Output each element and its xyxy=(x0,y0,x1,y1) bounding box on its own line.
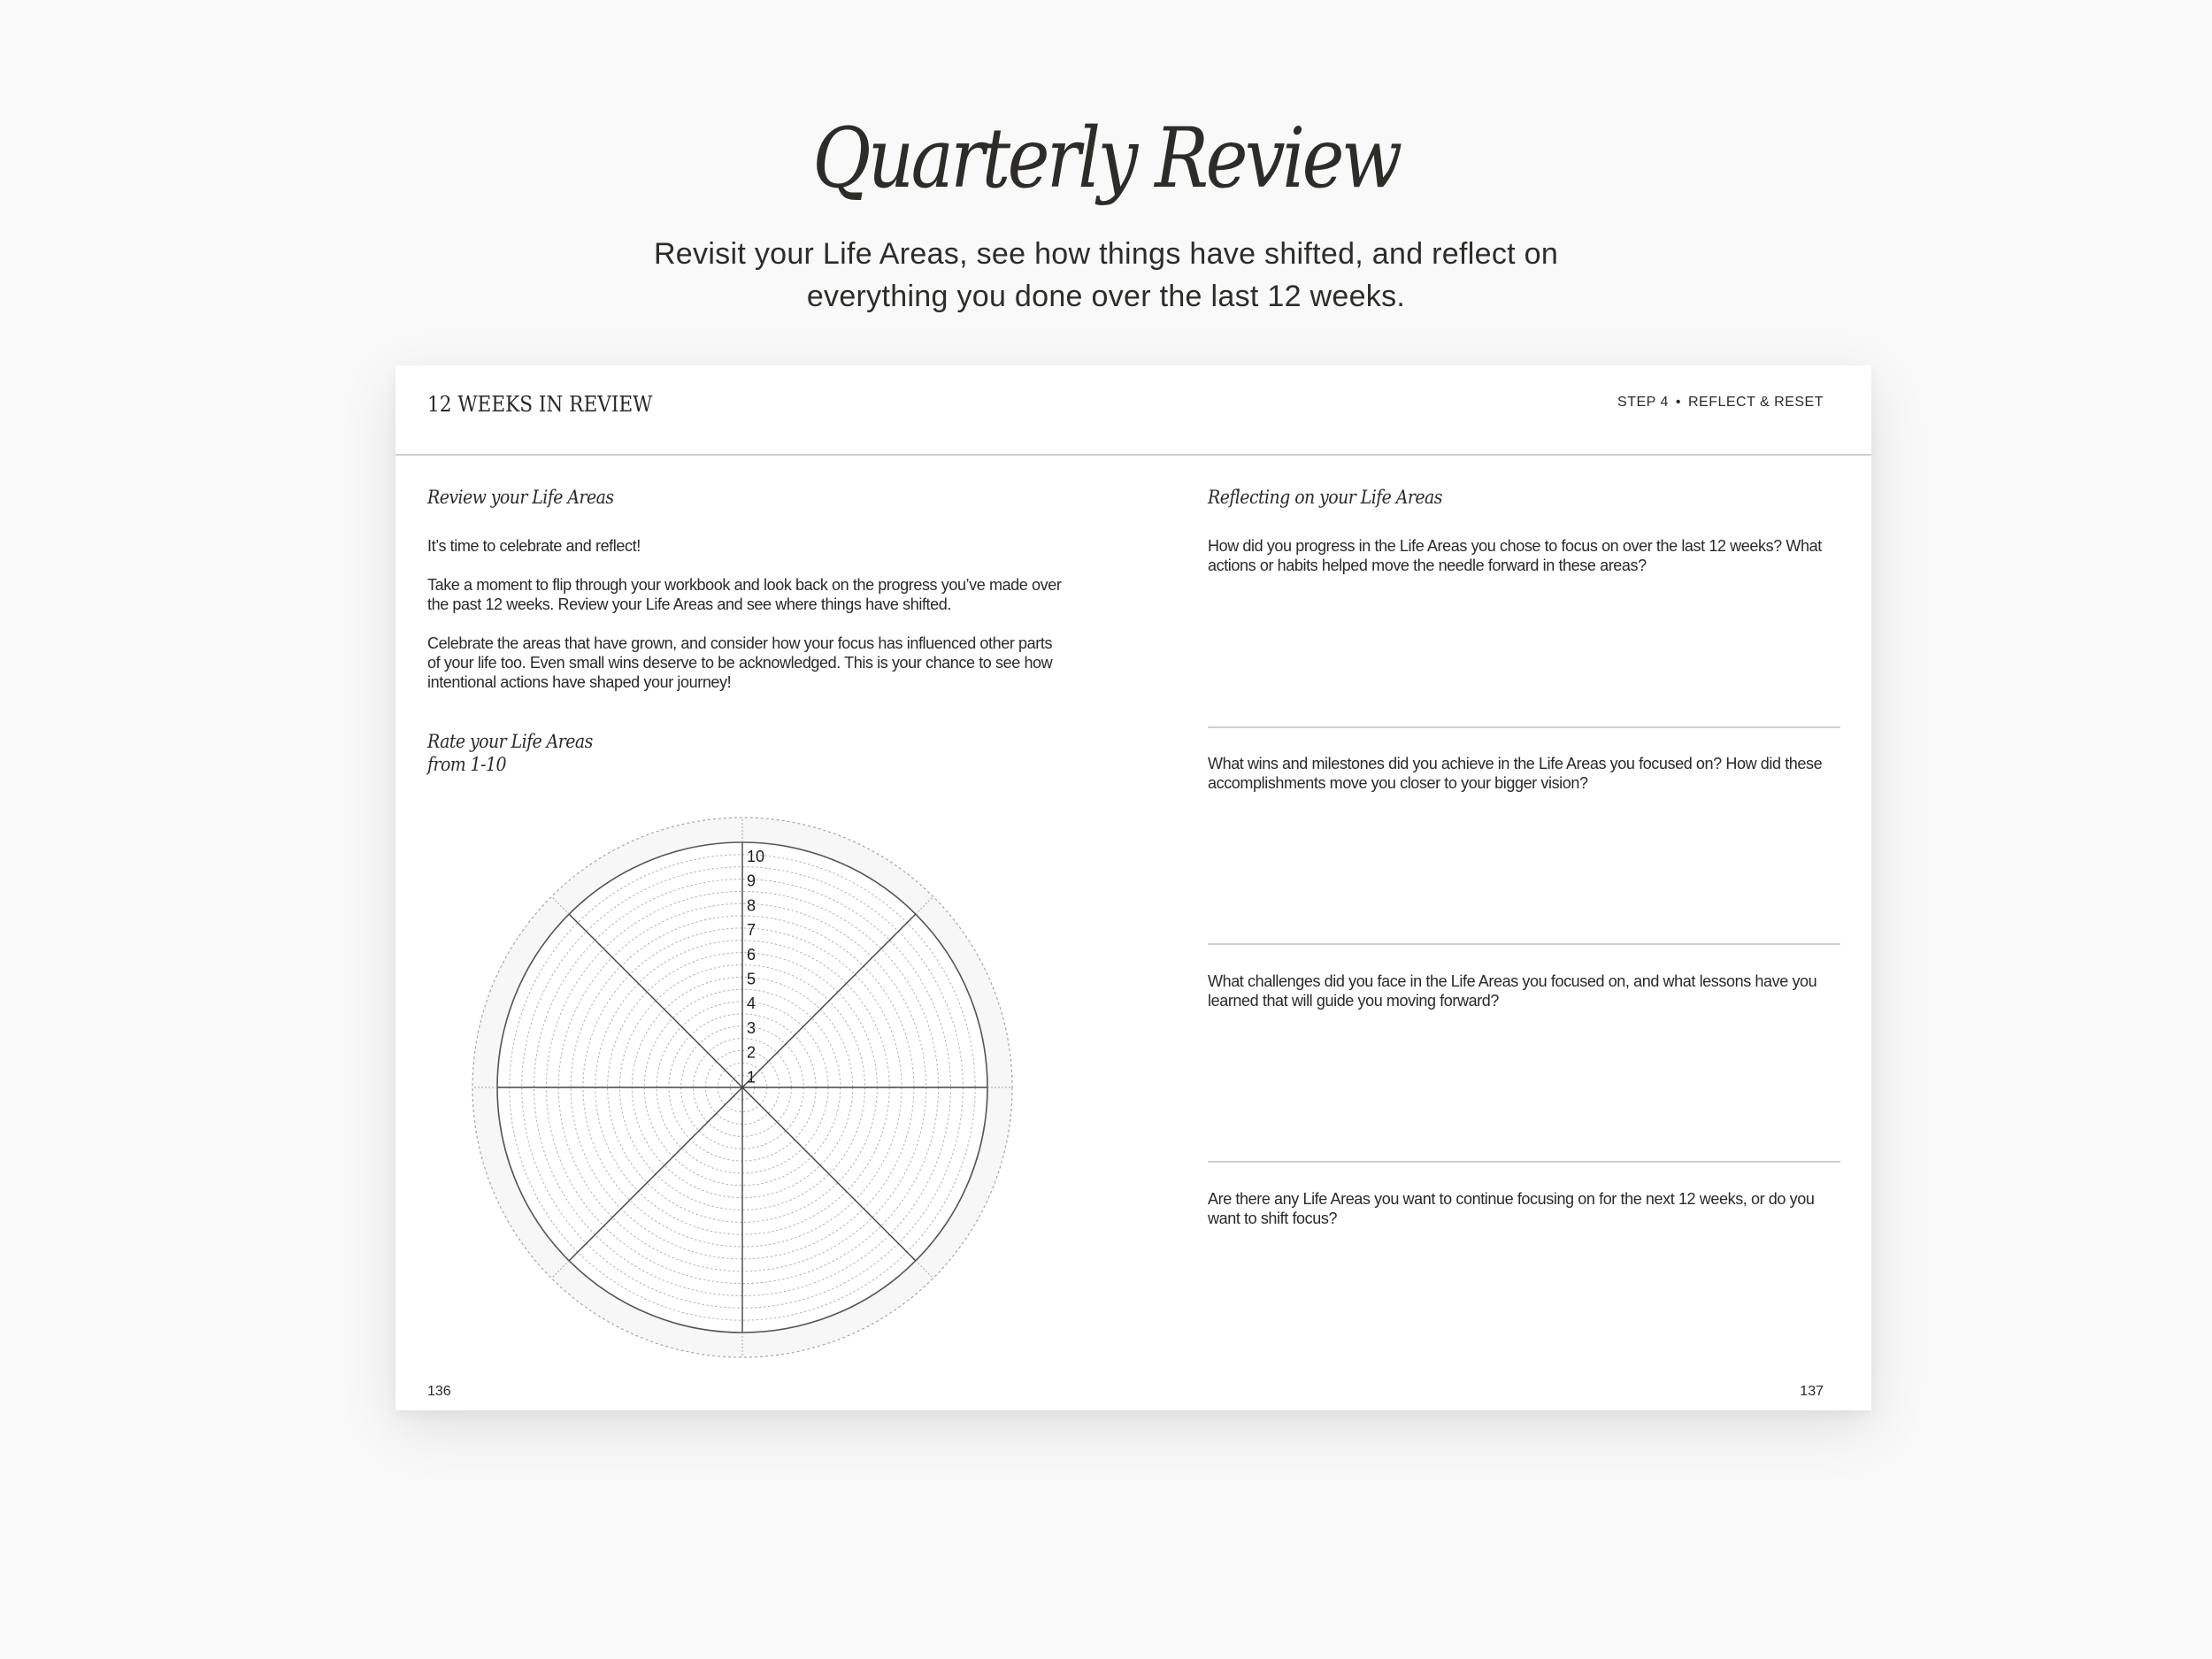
wheel-scale-label: 10 xyxy=(747,848,765,865)
step-separator: • xyxy=(1675,395,1681,410)
page-number-left: 136 xyxy=(427,1384,451,1399)
wheel-scale-label: 8 xyxy=(747,896,757,915)
intro-paragraph: Take a moment to flip through your workbook and look back on the progress you’ve made over the past 12 weeks. Review your Life Areas and see where things have shifted. xyxy=(427,576,1062,613)
rate-heading xyxy=(427,730,593,776)
reflection-question: Are there any Life Areas you want to continue focusing on for the next 12 weeks, or do you want to shift focus? xyxy=(1208,1190,1815,1227)
wheel-scale-label: 6 xyxy=(747,945,757,964)
answer-divider xyxy=(1208,943,1840,945)
intro-paragraph: It’s time to celebrate and reflect! xyxy=(427,537,641,555)
reflection-question: How did you progress in the Life Areas you chose to focus on over the last 12 weeks? What actions or habits helped move the needle forward in these areas? xyxy=(1208,537,1822,574)
wheel-scale-label: 2 xyxy=(747,1043,757,1062)
spread-header xyxy=(396,365,1871,456)
wheel-scale-label: 7 xyxy=(747,921,757,940)
rate-heading-line-1: Rate your Life Areas xyxy=(427,731,593,752)
wheel-scale-label: 3 xyxy=(747,1018,757,1037)
page-title: Quarterly Review xyxy=(812,111,1400,207)
page-number-right: 137 xyxy=(1800,1384,1824,1399)
review-heading: Review your Life Areas xyxy=(427,487,614,508)
rate-heading-line-2: from 1-10 xyxy=(427,754,506,775)
intro-paragraph: Celebrate the areas that have grown, and consider how your focus has influenced other parts of your life too. Even small wins deserve to be acknowledged. This is your chance to see how intentional actions have shaped your journey! xyxy=(427,634,1053,691)
answer-divider xyxy=(1208,1161,1840,1163)
answer-divider xyxy=(1208,726,1840,728)
wheel-scale-label: 5 xyxy=(747,970,757,988)
step-number: STEP 4 xyxy=(1617,395,1669,410)
wheel-scale-label: 4 xyxy=(747,995,757,1013)
subtitle-line-2: everything you done over the last 12 weeks. xyxy=(806,280,1406,313)
page-subtitle xyxy=(575,233,1637,318)
spread-title: 12 WEEKS IN REVIEW xyxy=(427,392,653,417)
subtitle-line-1: Revisit your Life Areas, see how things have shifted, and reflect on xyxy=(653,237,1559,271)
wheel-scale-label: 9 xyxy=(747,872,757,890)
reflection-question: What wins and milestones did you achieve in the Life Areas you focused on? How did these accomplishments move you closer to your bigger vision? xyxy=(1208,755,1823,792)
wheel-scale-label: 1 xyxy=(747,1068,757,1087)
life-wheel xyxy=(468,813,1017,1362)
step-name: REFLECT & RESET xyxy=(1687,395,1824,410)
step-label xyxy=(1617,395,1824,411)
reflection-question: What challenges did you face in the Life Areas you focused on, and what lessons have you learned that will guide you moving forward? xyxy=(1208,972,1817,1010)
intro-text xyxy=(427,536,1064,711)
workbook-spread xyxy=(396,365,1871,1410)
reflecting-heading: Reflecting on your Life Areas xyxy=(1208,487,1442,508)
